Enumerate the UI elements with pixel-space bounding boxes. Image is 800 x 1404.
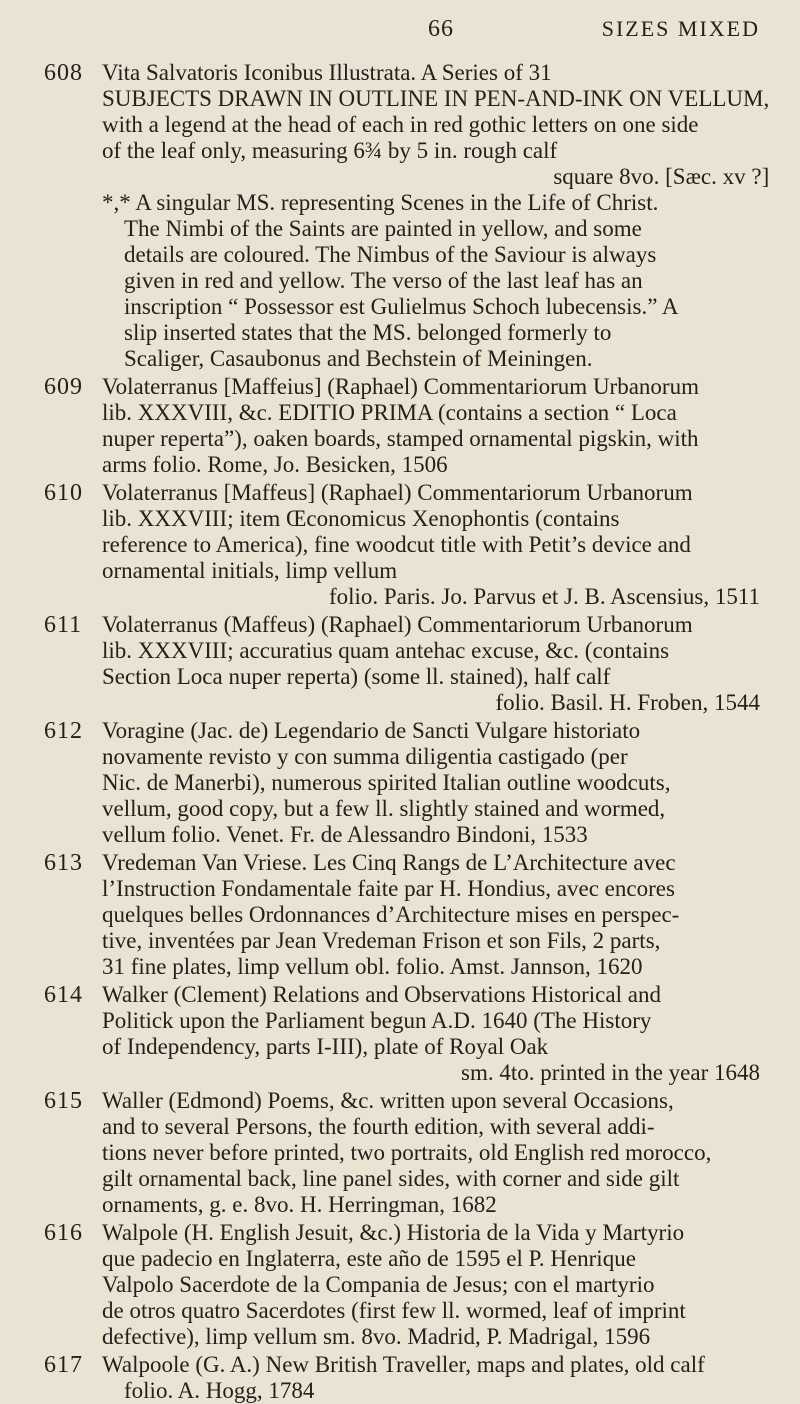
lot-description — [102, 60, 769, 372]
imprint-line: folio. A. Hogg, 1784 — [124, 1378, 315, 1403]
description-line: tions never before printed, two portraits, old English red morocco, — [102, 1140, 712, 1165]
description-line: ornamental initials, limp vellum — [102, 558, 398, 583]
page-number: 66 — [427, 16, 454, 42]
imprint-line: square 8vo. [Sæc. xv ?] — [553, 164, 770, 189]
description-line: with a legend at the head of each in red gothic letters on one side — [102, 112, 699, 137]
imprint-line: vellum folio. Venet. Fr. de Alessandro Bindoni, 1533 — [102, 822, 588, 847]
lot-description — [102, 480, 760, 610]
lot-number: 615 — [44, 1088, 83, 1114]
description-line: de otros quatro Sacerdotes (first few ll. wormed, leaf of imprint — [102, 1298, 686, 1323]
description-line: Vredeman Van Vriese. Les Cinq Rangs de L’Architecture avec — [102, 850, 676, 875]
lot-entry — [44, 982, 760, 1086]
description-line: and to several Persons, the fourth edition, with several addi- — [102, 1114, 655, 1139]
note-line: Scaliger, Casaubonus and Bechstein of Meiningen. — [124, 346, 593, 371]
imprint-line: 31 fine plates, limp vellum obl. folio. Amst. Jannson, 1620 — [102, 954, 643, 979]
description-line: Volaterranus (Maffeus) (Raphael) Commentariorum Urbanorum — [102, 612, 693, 637]
imprint-line: defective), limp vellum sm. 8vo. Madrid, P. Madrigal, 1596 — [102, 1324, 651, 1349]
description-line: Walpole (H. English Jesuit, &c.) Historia de la Vida y Martyrio — [102, 1220, 685, 1245]
lot-entry — [44, 1088, 760, 1218]
description-line: gilt ornamental back, line panel sides, with corner and side gilt — [102, 1166, 680, 1191]
note-line: slip inserted states that the MS. belonged formerly to — [124, 320, 612, 345]
description-line: Volaterranus [Maffeius] (Raphael) Commentariorum Urbanorum — [102, 374, 699, 399]
description-line: quelques belles Ordonnances d’Architecture mises en perspec- — [102, 902, 680, 927]
lot-entry — [44, 374, 760, 478]
imprint-line: folio. Basil. H. Froben, 1544 — [495, 690, 760, 715]
description-line: reference to America), fine woodcut title with Petit’s device and — [102, 532, 691, 557]
lot-entry — [44, 1352, 760, 1404]
lot-number: 614 — [44, 982, 83, 1008]
description-line: lib. XXXVIII; accuratius quam antehac excuse, &c. (contains — [102, 638, 670, 663]
lot-description — [102, 718, 760, 848]
description-line: lib. XXXVIII, &c. EDITIO PRIMA (contains a section “ Loca — [102, 400, 677, 425]
description-line: Waller (Edmond) Poems, &c. written upon several Occasions, — [102, 1088, 674, 1113]
lot-number: 612 — [44, 718, 83, 744]
description-line: Politick upon the Parliament begun A.D. 1640 (The History — [102, 1008, 652, 1033]
description-line: Vita Salvatoris Iconibus Illustrata. A Series of 31 — [102, 60, 552, 85]
lot-description — [102, 1352, 760, 1404]
imprint-line: arms folio. Rome, Jo. Besicken, 1506 — [102, 452, 448, 477]
description-line: Volaterranus [Maffeus] (Raphael) Commentariorum Urbanorum — [102, 480, 693, 505]
page-header — [44, 16, 760, 58]
description-line: Voragine (Jac. de) Legendario de Sancti Vulgare historiato — [102, 718, 641, 743]
description-line: of the leaf only, measuring 6¾ by 5 in. rough calf — [102, 138, 558, 163]
lot-number: 613 — [44, 850, 83, 876]
description-line: of Independency, parts I-III), plate of Royal Oak — [102, 1034, 549, 1059]
lot-entry — [44, 480, 760, 610]
lot-number: 611 — [44, 612, 83, 638]
note-line: *,* A singular MS. representing Scenes in the Life of Christ. — [102, 190, 659, 215]
lot-number: 608 — [44, 60, 83, 86]
lot-description — [102, 982, 760, 1086]
lot-description — [102, 850, 760, 980]
lot-description — [102, 374, 760, 478]
description-line: Walker (Clement) Relations and Observations Historical and — [102, 982, 661, 1007]
lot-description — [102, 1220, 760, 1350]
description-line: Section Loca nuper reperta) (some ll. stained), half calf — [102, 664, 611, 689]
note-line: details are coloured. The Nimbus of the Saviour is always — [124, 242, 657, 267]
lot-description — [102, 612, 760, 716]
description-line: lib. XXXVIII; item Œconomicus Xenophontis (contains — [102, 506, 620, 531]
lot-entry — [44, 718, 760, 848]
note-line: inscription “ Possessor est Gulielmus Schoch lubecensis.” A — [124, 294, 679, 319]
description-line: novamente revisto y con summa diligentia castigado (per — [102, 744, 628, 769]
description-line: vellum, good copy, but a few ll. slightly stained and wormed, — [102, 796, 666, 821]
running-head: SIZES MIXED — [601, 16, 760, 41]
description-line: Walpoole (G. A.) New British Traveller, maps and plates, old calf — [102, 1352, 705, 1377]
description-line: Nic. de Manerbi), numerous spirited Italian outline woodcuts, — [102, 770, 671, 795]
lot-number: 616 — [44, 1220, 83, 1246]
lot-number: 609 — [44, 374, 83, 400]
lot-entry — [44, 612, 760, 716]
note-line: given in red and yellow. The verso of the last leaf has an — [124, 268, 643, 293]
imprint-line: ornaments, g. e. 8vo. H. Herringman, 1682 — [102, 1192, 497, 1217]
lot-description — [102, 1088, 760, 1218]
description-line: SUBJECTS DRAWN IN OUTLINE IN PEN-AND-INK ON VELLUM, — [102, 86, 770, 111]
catalogue-entries — [44, 60, 770, 1404]
description-line: tive, inventées par Jean Vredeman Frison et son Fils, 2 parts, — [102, 928, 661, 953]
description-line: que padecio en Inglaterra, este año de 1595 el P. Henrique — [102, 1246, 636, 1271]
imprint-line: sm. 4to. printed in the year 1648 — [461, 1060, 760, 1085]
imprint-line: folio. Paris. Jo. Parvus et J. B. Ascensius, 1511 — [328, 584, 760, 609]
description-line: nuper reperta”), oaken boards, stamped ornamental pigskin, with — [102, 426, 699, 451]
lot-number: 610 — [44, 480, 83, 506]
lot-entry — [44, 850, 760, 980]
lot-entry — [44, 1220, 760, 1350]
description-line: l’Instruction Fondamentale faite par H. Hondius, avec encores — [102, 876, 675, 901]
description-line: Valpolo Sacerdote de la Compania de Jesus; con el martyrio — [102, 1272, 655, 1297]
note-line: The Nimbi of the Saints are painted in yellow, and some — [124, 216, 642, 241]
lot-number: 617 — [44, 1352, 83, 1378]
lot-entry — [44, 60, 770, 372]
